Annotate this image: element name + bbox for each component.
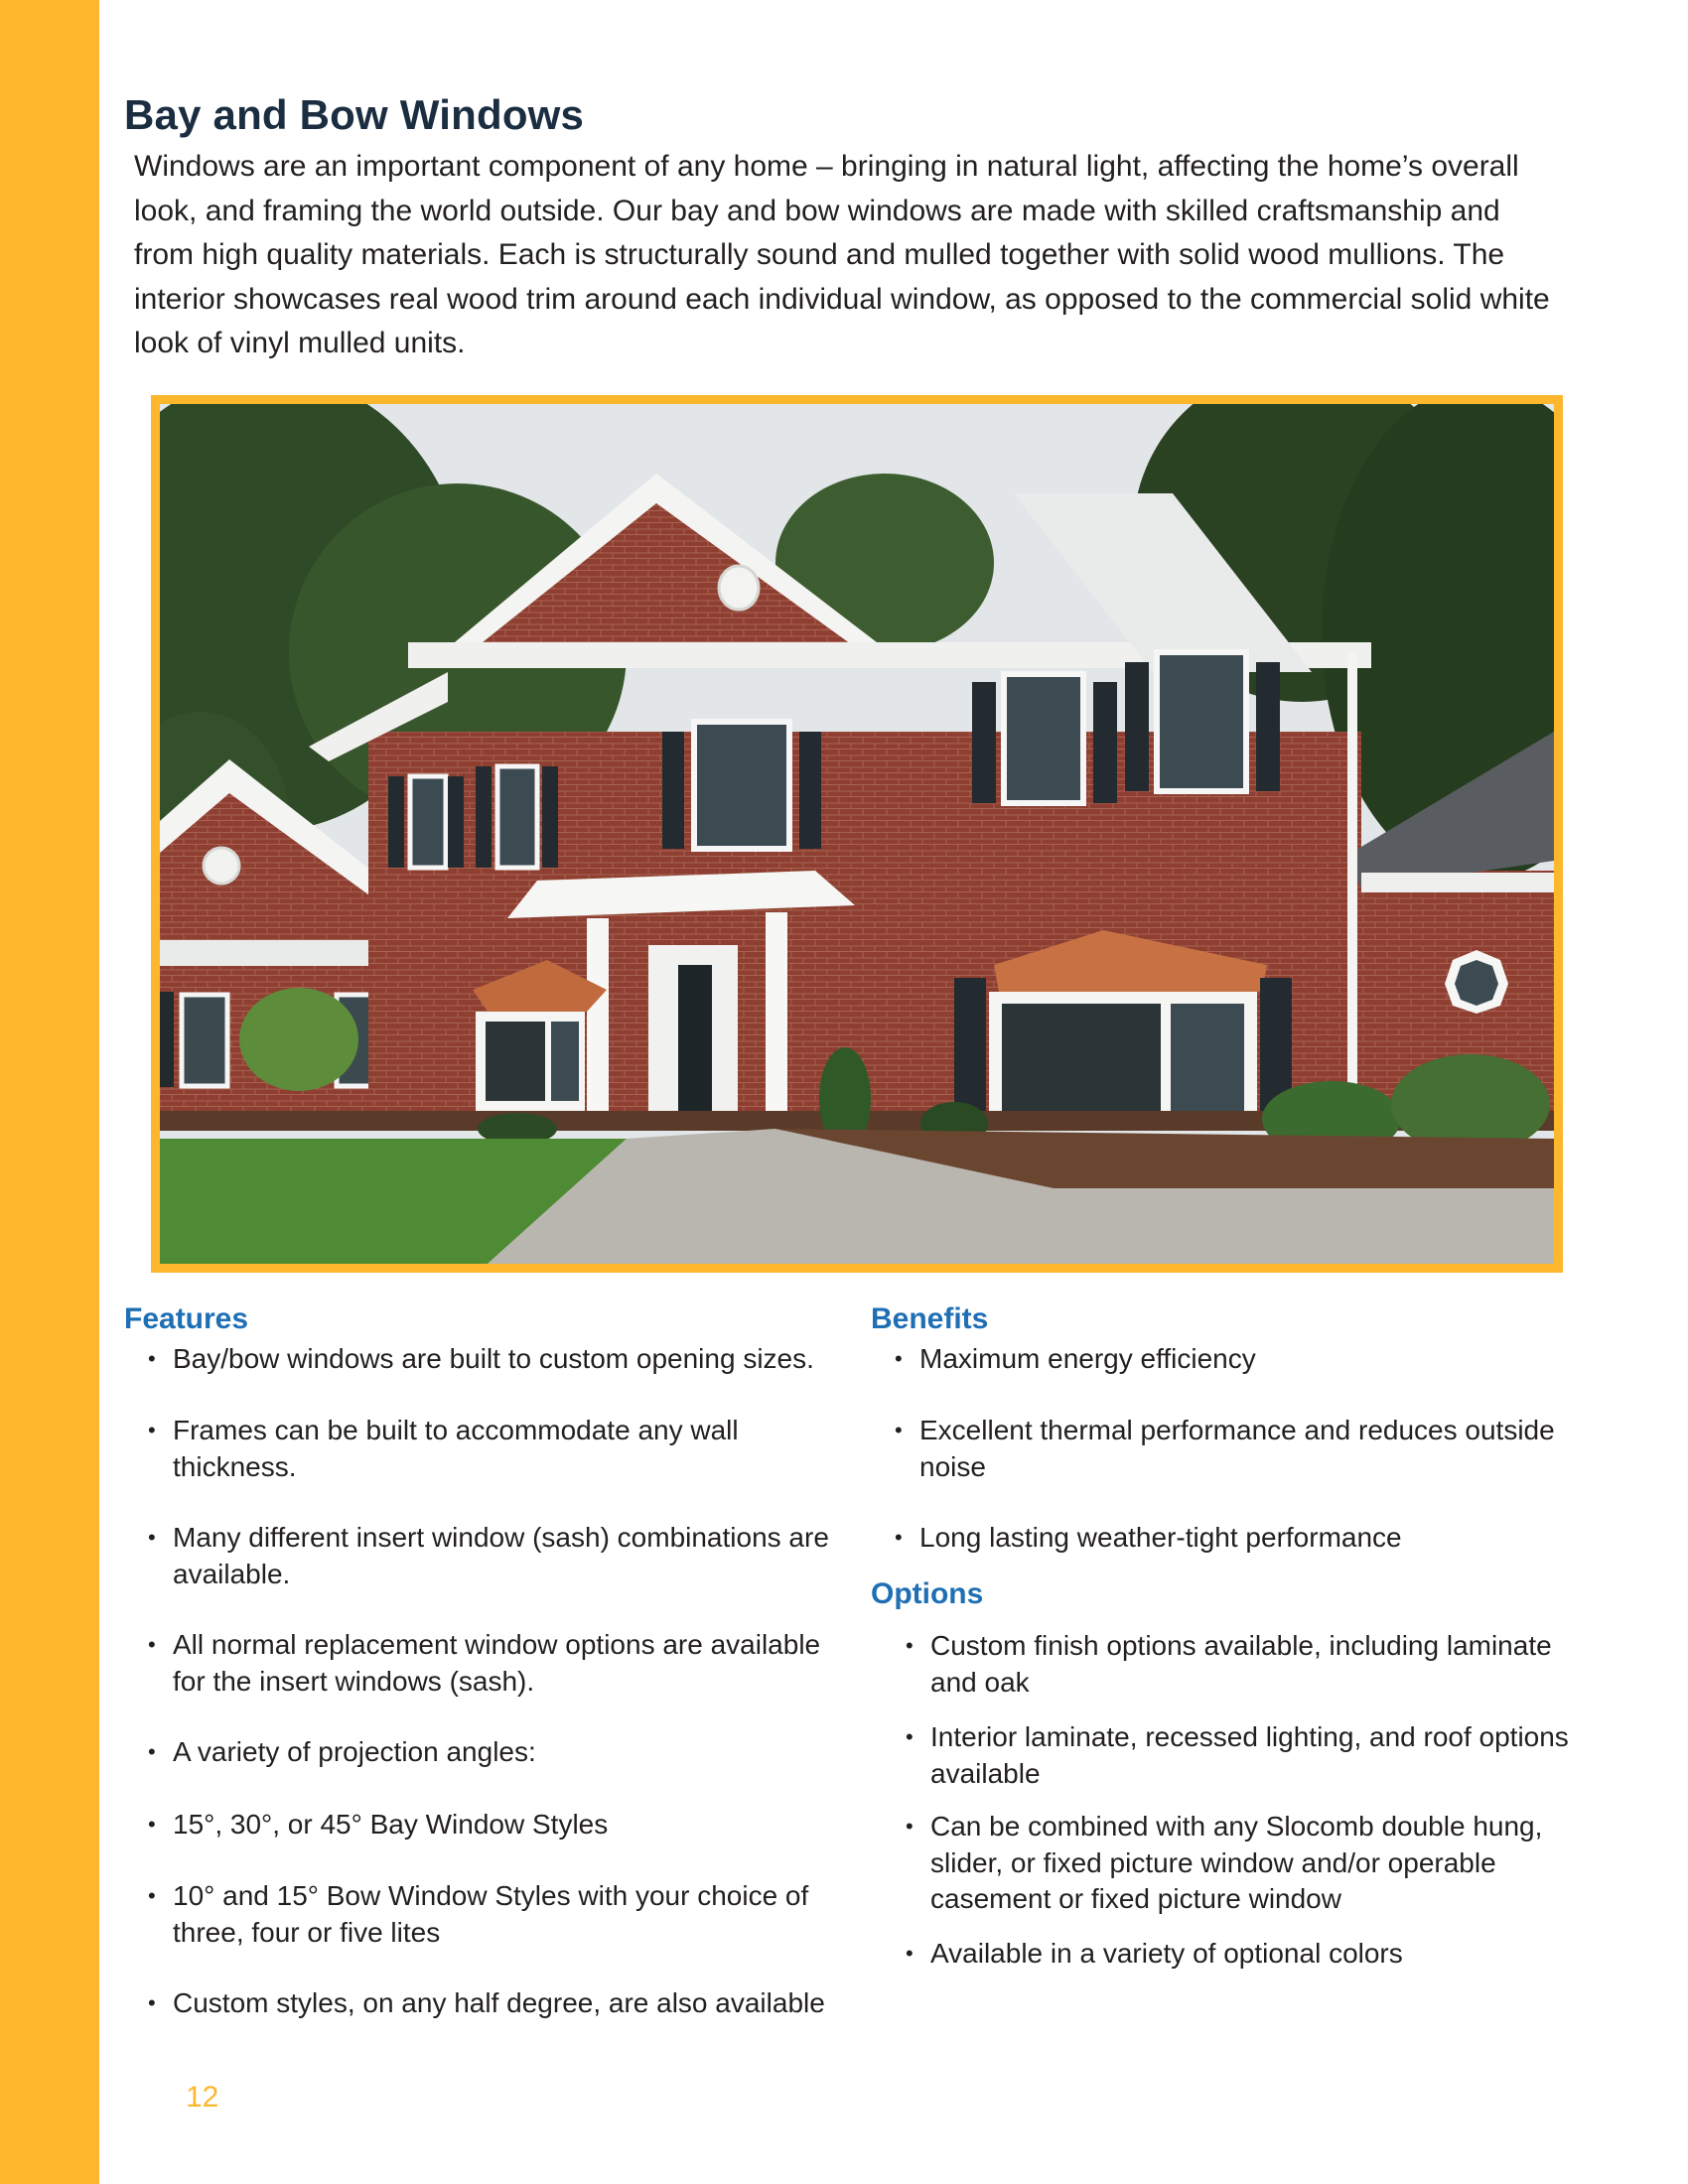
features-item-3: • Many different insert window (sash) combinations are available. xyxy=(124,1520,839,1592)
features-item-2: • Frames can be built to accommodate any wall thickness. xyxy=(124,1413,839,1485)
options-item-1: • Custom finish options available, including laminate and oak xyxy=(882,1628,1597,1701)
benefits-item-1: • Maximum energy efficiency xyxy=(871,1341,1586,1378)
options-heading: Options xyxy=(871,1577,984,1610)
options-item-4: • Available in a variety of optional colors xyxy=(882,1936,1597,1973)
features-item-1: • Bay/bow windows are built to custom opening sizes. xyxy=(124,1341,839,1378)
intro-paragraph: Windows are an important component of any home – bringing in natural light, affecting the home’s overall look, and framing the world outside. Our bay and bow windows are made with skilled craftsmanship and from high quality materials. Each is structurally sound and mulled together with solid wood mullions. The interior showcases real wood trim around each individual window, as opposed to the commercial solid white look of vinyl mulled units. xyxy=(134,150,1550,359)
features-heading: Features xyxy=(124,1302,249,1335)
features-item-5: • A variety of projection angles: xyxy=(124,1734,839,1771)
features-item-4: • All normal replacement window options are available for the insert windows (sash). xyxy=(124,1627,839,1700)
house-illustration xyxy=(160,404,1554,1264)
house-photo xyxy=(151,395,1563,1273)
features-item-6: • 15°, 30°, or 45° Bay Window Styles xyxy=(124,1807,839,1843)
benefits-item-2: • Excellent thermal performance and reduces outside noise xyxy=(871,1413,1586,1485)
features-item-7: • 10° and 15° Bow Window Styles with your choice of three, four or five lites xyxy=(124,1878,839,1951)
options-item-2: • Interior laminate, recessed lighting, and roof options available xyxy=(882,1719,1597,1792)
accent-side-bar xyxy=(0,0,99,2184)
benefits-heading: Benefits xyxy=(871,1302,989,1335)
benefits-item-3: • Long lasting weather-tight performance xyxy=(871,1520,1586,1557)
page-number: 12 xyxy=(186,2081,219,2114)
options-item-3: • Can be combined with any Slocomb double hung, slider, or fixed picture window and/or operable casement or fixed picture window xyxy=(882,1809,1597,1918)
page-title: Bay and Bow Windows xyxy=(124,91,585,138)
features-item-8: • Custom styles, on any half degree, are also available xyxy=(124,1985,839,2022)
